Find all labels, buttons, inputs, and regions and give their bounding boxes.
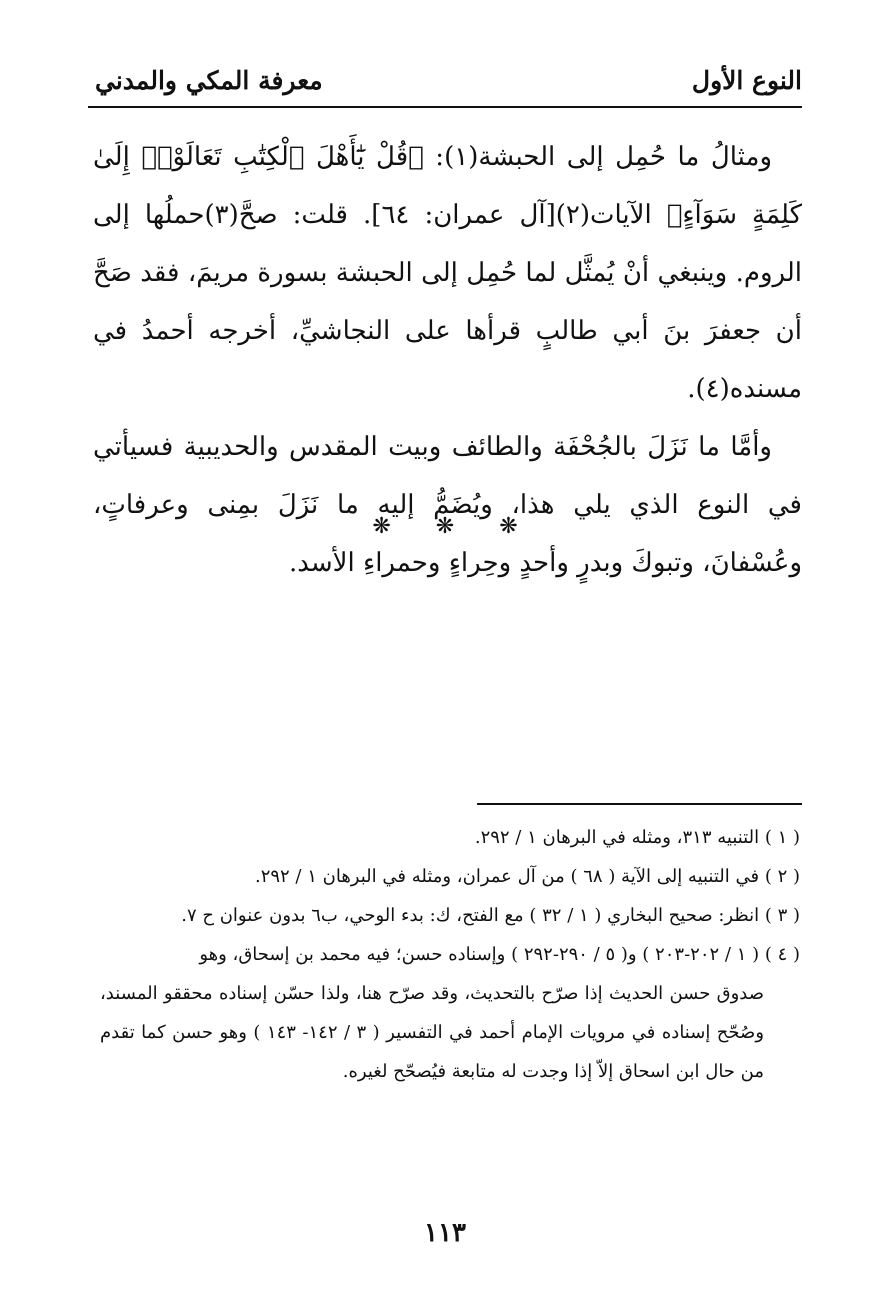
separator-star-icon: ❋ [435, 514, 455, 539]
header-chapter-title: النوع الأول [691, 65, 802, 95]
footnote-4: ( ٤ ) ( ١ / ٢٠٢-٢٠٣ ) و( ٥ / ٢٩٠-٢٩٢ ) وإسناده حسن؛ فيه محمد بن إسحاق، وهو [199, 944, 800, 965]
paragraph-1: ومثالُ ما حُمِل إلى الحبشة(١): ﴿قُلْ يَٰٓأَهْلَ ٱلْكِتَٰبِ تَعَالَوْا۟ إِلَىٰ كَلِمَةٍ سَوَآءٍ﴾ الآيات(٢)[آل عمران: ٦٤]. قلت: صحَّ(٣)حملُها إلى الروم. وينبغي أنْ يُمثَّل لما حُمِل إلى الحبشة بسورة مريمَ، فقد صَحَّ أن جعفرَ بنَ أبي طالبٍ قرأها على النجاشيِّ، أخرجه أحمدُ في مسنده(٤). [93, 142, 802, 404]
footnote-rule [477, 803, 802, 805]
section-separator [0, 514, 890, 539]
header-section-title: معرفة المكي والمدني [95, 65, 323, 95]
header-rule [88, 106, 802, 108]
separator-star-icon: ❋ [372, 514, 391, 539]
footnote-3: ( ٣ ) انظر: صحيح البخاري ( ١ / ٣٢ ) مع الفتح، ك: بدء الوحي، ب٦ بدون عنوان ح ٧. [181, 905, 800, 926]
running-header [95, 56, 802, 104]
footnotes [100, 818, 800, 1091]
page-number: ١١٣ [424, 1218, 466, 1248]
footnote-2: ( ٢ ) في التنبيه إلى الآية ( ٦٨ ) من آل عمران، ومثله في البرهان ١ / ٢٩٢. [254, 866, 800, 887]
footnote-4-continuation: صدوق حسن الحديث إذا صرّح بالتحديث، وقد صرّح هنا، ولذا حسّن إسناده محققو المسند، وصُحّح إسناده في مرويات الإمام أحمد في التفسير ( ٣ / ١٤٢- ١٤٣ ) وهو حسن كما تقدم من حال ابن اسحاق إلاّ إذا وجدت له متابعة فيُصحّح لغيره. [100, 983, 765, 1082]
footnote-1: ( ١ ) التنبيه ٣١٣، ومثله في البرهان ١ / ٢٩٢. [474, 827, 800, 848]
paragraph-2: وأمَّا ما نَزَلَ بالجُحْفَة والطائف وبيت المقدس والحديبية فسيأتي في النوع الذي يلي هذا، ويُضَمُّ إليه ما نَزَلَ بمِنى وعرفاتٍ، وعُسْفانَ، وتبوكَ وبدرٍ وأحدٍ وحِراءٍ وحمراءِ الأسد. [93, 432, 802, 578]
separator-star-icon: ❋ [499, 514, 518, 539]
